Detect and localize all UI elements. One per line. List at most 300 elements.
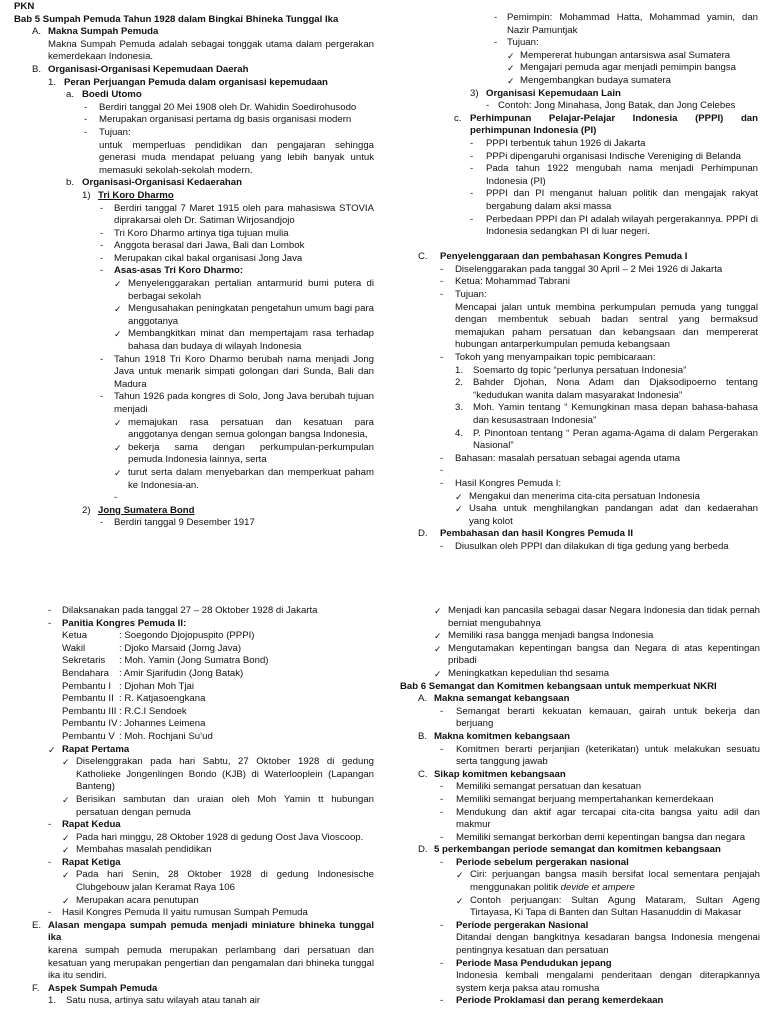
line-text: Membangkitkan minat dan mempertajam rasa terhadap bahasa dan budaya di wilayah Indonesia [128, 328, 374, 353]
text-line [14, 869, 374, 894]
list-marker: - [100, 517, 104, 529]
checkmark-icon: ✓ [114, 304, 122, 315]
line-text: Alasan mengapa sumpah pemuda menjadi miniature bhineka tunggal ika [48, 919, 374, 944]
line-text: Perhimpunan Pelajar-Pelajar Indonesia (PPPI) dan perhimpunan Indonesia (PI) [470, 112, 758, 137]
list-marker: - [440, 276, 444, 288]
list-marker: - [494, 37, 498, 49]
list-marker: - [440, 919, 444, 931]
text-line [418, 402, 758, 427]
line-text: Panitia Kongres Pemuda II: [62, 617, 187, 629]
text-line [400, 958, 760, 971]
line-text: Tahun 1926 pada kongres di Solo, Jong Java berubah tujuan menjadi [114, 391, 374, 415]
text-line [400, 668, 760, 681]
text-line [400, 895, 760, 920]
line-text: 5 perkembangan periode semangat dan komitmen kebangsaan [434, 844, 721, 856]
text-line [400, 781, 760, 794]
text-line [418, 50, 758, 63]
line-text: Aspek Sumpah Pemuda [48, 982, 158, 994]
line-text: Tahun 1918 Tri Koro Dharmo berubah nama menjadi Jong Java untuk menarik simpati golongan dari Sunda, Bali dan Madura [114, 353, 374, 390]
list-marker: - [440, 289, 444, 301]
line-text: Rapat Ketiga [62, 856, 121, 868]
list-marker: - [100, 202, 104, 214]
list-marker: - [440, 452, 444, 464]
role-cell: Ketua [62, 630, 88, 642]
list-marker: F. [32, 982, 40, 994]
line-text: PKN [14, 1, 35, 12]
text-line [418, 264, 758, 277]
text-line [14, 177, 374, 190]
text-line [14, 844, 374, 857]
text-line [14, 819, 374, 832]
list-marker: - [470, 213, 474, 225]
text-line [418, 478, 758, 491]
name-cell: : R.C.I Sendoek [119, 705, 187, 717]
text-line [400, 794, 760, 807]
line-text: Bahder Djohan, Nona Adam dan Djaksodipoerno tentang “kedudukan wanita dalam masyarakat Indonesia” [473, 377, 758, 401]
page-2-right-column [400, 512, 760, 1008]
text-line [14, 417, 374, 442]
checkmark-icon: ✓ [114, 279, 122, 290]
text-line [14, 391, 374, 416]
text-line [400, 995, 760, 1008]
line-text: Tujuan: [507, 37, 539, 49]
list-marker: E. [32, 919, 42, 931]
line-text: Mencapai jalan untuk membina perkumpulan pemuda yang tunggal dengan membentuk sebuah badan sentral yang bermaksud memajukan paham persatuan dan kebangsaan dan mempererat hubungan antarperkumpulan pemuda kebangsaan [455, 301, 758, 351]
text-line [418, 302, 758, 352]
list-marker: 1) [82, 189, 91, 201]
list-marker: - [48, 819, 52, 831]
line-text: Organisasi Kepemudaan Lain [486, 87, 621, 99]
line-text: Mengakui dan menerima cita-cita persatuan Indonesia [469, 490, 700, 502]
line-text: Periode Proklamasi dan perang kemerdekaan [456, 995, 664, 1007]
list-marker: - [48, 617, 52, 629]
line-text: Periode sebelum pergerakan nasional [456, 856, 629, 868]
list-marker: - [494, 12, 498, 23]
checkmark-icon: ✓ [507, 75, 515, 86]
checkmark-icon: ✓ [434, 643, 442, 654]
line-text: Diselenggarakan pada tanggal 30 April – 2 Mei 1926 di Jakarta [455, 263, 723, 275]
line-text: turut serta dalam menyebarkan dan memperkuat paham ke Indonesia-an. [128, 466, 374, 491]
text-line [14, 1, 374, 14]
line-text: Asas-asas Tri Koro Dharmo: [114, 265, 244, 277]
line-text: Bab 6 Semangat dan Komitmen kebangsaan untuk memperkuat NKRI [400, 680, 717, 692]
text-line [14, 127, 374, 140]
text-line [14, 983, 374, 996]
page-1-right-column [418, 0, 758, 554]
line-text: Perbedaan PPPI dan PI adalah wilayah pergerakannya. PPPI di Indonesia sedangkan PI di luar negeri. [486, 213, 759, 238]
checkmark-icon: ✓ [507, 63, 515, 74]
text-line [14, 240, 374, 253]
text-line [14, 920, 374, 945]
text-line [418, 62, 758, 75]
name-cell: : Moh. Rochjani Su’ud [119, 730, 213, 742]
list-marker: D. [418, 844, 428, 856]
line-text: Mengembangkan budaya sumatera [520, 74, 671, 86]
line-text: Menjadi kan pancasila sebagai dasar Negara Indonesia dan tidak pernah berniat mengubahnya [448, 605, 760, 629]
list-marker: - [84, 101, 88, 113]
line-text: Memiliki semangat berjuang mempertahankan kemerdekaan [456, 793, 714, 805]
text-line [418, 37, 758, 50]
line-text: Meningkatkan kepedulian thd sesama [448, 667, 610, 679]
text-line [400, 807, 760, 832]
role-cell: Pembantu V [62, 730, 115, 742]
list-marker: - [48, 605, 52, 616]
text-line [14, 278, 374, 303]
line-text: PPPI terbentuk tahun 1926 di Jakarta [486, 137, 646, 149]
text-line [400, 970, 760, 995]
list-marker: B. [32, 63, 42, 75]
list-marker: - [84, 126, 88, 138]
text-line [14, 605, 374, 618]
list-marker: a. [66, 89, 75, 101]
text-line [400, 744, 760, 769]
text-line [14, 907, 374, 920]
line-text: Makna Sumpah Pemuda [48, 26, 159, 38]
checkmark-icon: ✓ [62, 832, 70, 843]
list-marker: - [470, 163, 474, 175]
text-line [14, 945, 374, 983]
line-text: Mendukung dan aktif agar tercapai cita-cita bangsa yaitu adil dan makmur [456, 806, 760, 831]
line-text: Periode Masa Pendudukan jepang [456, 957, 612, 969]
text-line [14, 354, 374, 392]
text-line [418, 214, 758, 239]
text-line [14, 26, 374, 39]
text-line [14, 832, 374, 845]
line-text: Berdiri tanggal 7 Maret 1915 oleh para mahasiswa STOVIA diprakarsai oleh Dr. Satiman Wirjosandjojo [114, 202, 374, 227]
line-text: Ketua: Mohammad Tabrani [455, 276, 571, 288]
text-line [400, 605, 760, 630]
line-text: Memiliki semangat berkorban demi kepentingan bangsa dan negara [456, 831, 746, 843]
role-cell: Wakil [62, 642, 86, 654]
list-marker: - [100, 265, 104, 277]
list-marker: - [486, 100, 490, 112]
list-marker: 1. [455, 364, 464, 376]
list-marker: - [48, 907, 52, 919]
checkmark-icon: ✓ [456, 870, 464, 881]
text-line [400, 857, 760, 870]
list-marker: - [440, 831, 444, 843]
table-row [62, 630, 269, 643]
list-marker: - [440, 263, 444, 275]
text-line [418, 352, 758, 365]
checkmark-icon: ✓ [62, 757, 70, 768]
line-text: Mempererat hubungan antarsiswa asal Sumatera [520, 49, 731, 61]
checkmark-icon: ✓ [62, 845, 70, 856]
line-text: Bahasan: masalah persatuan sebagai agenda utama [455, 452, 681, 464]
line-text: Memiliki semangat persatuan dan kesatuan [456, 781, 642, 793]
text-line [418, 239, 758, 252]
line-text: Usaha untuk menghilangkan pandangan adat dan kedaerahan yang kolot [469, 503, 758, 527]
list-marker: - [440, 465, 444, 477]
text-line [400, 693, 760, 706]
text-line [14, 467, 374, 492]
line-text: PPPi dipengaruhi organisasi Indische Vereniging di Belanda [486, 150, 741, 162]
line-text: Dilaksanakan pada tanggal 27 – 28 Oktober 1928 di Jakarta [62, 605, 318, 616]
text-line [14, 265, 374, 278]
line-text: Hasil Kongres Pemuda I: [455, 477, 562, 489]
line-text: memajukan rasa persatuan dan kesatuan para anggotanya dengan semua golongan bangsa Indonesia, [128, 416, 374, 441]
list-marker: - [48, 856, 52, 868]
line-text: Penyelenggaraan dan pembahasan Kongres Pemuda I [440, 251, 688, 263]
checkmark-icon: ✓ [114, 442, 122, 453]
line-text: Sikap komitmen kebangsaan [434, 768, 566, 780]
list-marker: - [100, 252, 104, 264]
text-line [14, 77, 374, 90]
line-text: Diusulkan oleh PPPI dan dilakukan di tiga gedung yang berbeda [455, 540, 729, 552]
text-line [14, 895, 374, 908]
text-line [400, 869, 760, 894]
list-marker: - [440, 781, 444, 793]
line-text: Pada hari minggu, 28 Oktober 1928 di gedung Oost Java Vioscoop. [76, 831, 364, 843]
line-text: Makna semangat kebangsaan [434, 693, 570, 705]
list-marker: - [440, 540, 444, 552]
table-row [62, 655, 269, 668]
line-text: karena sumpah pemuda merupakan perlambang dari persatuan dan kesatuan yang merupakan pengertian dan pengamalan dari bhineka tunggal ika itu sendiri. [48, 945, 374, 982]
text-line [14, 794, 374, 819]
text-line [418, 151, 758, 164]
checkmark-icon: ✓ [62, 794, 70, 805]
table-row [62, 693, 269, 706]
checkmark-icon: ✓ [62, 895, 70, 906]
text-line [14, 203, 374, 228]
text-line [14, 756, 374, 794]
text-line [400, 630, 760, 643]
line-text: Contoh: Jong Minahasa, Jong Batak, dan Jong Celebes [498, 100, 736, 112]
text-line [400, 932, 760, 957]
text-line [14, 303, 374, 328]
line-text: Soemarto dg topic “perlunya persatuan Indonesia” [473, 364, 687, 376]
text-line [14, 64, 374, 77]
list-marker: - [440, 743, 444, 755]
line-text: Tri Koro Dharmo artinya tiga tujuan mulia [114, 227, 289, 239]
line-text: Ciri: perjuangan bangsa masih bersifat local sementara penjajah menggunakan politik devide et ampere [470, 869, 760, 894]
list-marker: B. [418, 730, 428, 742]
text-line [14, 618, 374, 631]
list-marker: b. [66, 177, 75, 189]
text-line [14, 328, 374, 353]
text-line [14, 228, 374, 241]
list-marker: - [470, 137, 474, 149]
line-text: Berdiri tanggal 9 Desember 1917 [114, 517, 255, 529]
name-cell: : Amir Sjarifudin (Jong Batak) [119, 667, 244, 679]
list-marker: - [100, 391, 104, 403]
line-text: Pemimpin: Mohammad Hatta, Mohammad yamin, dan Nazir Pamuntjak [507, 12, 758, 36]
line-text: Membahas masalah pendidikan [76, 844, 212, 856]
line-text: Mengutamakan kepentingan bangsa dan Negara di atas kepentingan pribadi [448, 642, 760, 667]
text-line [418, 113, 758, 138]
checkmark-icon: ✓ [434, 631, 442, 642]
line-text: Contoh perjuangan: Sultan Agung Mataram, Sultan Ageng Tirtayasa, Ki Tapa di Banten dan Sultan Hasanuddin di Makasar [470, 894, 760, 919]
line-text: Tri Koro Dharmo [98, 189, 174, 201]
name-cell: : Johannes Leimena [119, 718, 206, 730]
line-text: Peran Perjuangan Pemuda dalam organisasi kepemudaan [64, 76, 328, 88]
text-line [14, 39, 374, 64]
line-text: Tujuan: [455, 289, 487, 301]
list-marker: A. [32, 26, 42, 38]
line-text: Ditandai dengan bangkitnya kesadaran bangsa Indonesia mengenai pentingnya kesatuan dan persatuan [456, 932, 760, 957]
text-line [418, 251, 758, 264]
line-text: Moh. Yamin tentang “ Kemungkinan masa depan bahasa-bahasa dan kesusastraan Indonesia” [473, 402, 758, 426]
line-text: Rapat Kedua [62, 819, 121, 831]
line-text: Makna komitmen kebangsaan [434, 730, 570, 742]
line-text: Berdiri tanggal 20 Mei 1908 oleh Dr. Wahidin Soedirohusodo [99, 101, 357, 113]
checkmark-icon: ✓ [114, 417, 122, 428]
line-text: bekerja sama dengan perkumpulan-perkumpulan pemuda Indonesia lainnya, serta [128, 441, 374, 466]
line-text: Hasil Kongres Pemuda II yaitu rumusan Sumpah Pemuda [62, 907, 308, 919]
role-cell: Pembantu III [62, 705, 117, 717]
page-2 [0, 512, 768, 1024]
line-text: Diselenggrakan pada hari Sabtu, 27 Oktober 1928 di gedung Katholieke Jongenlingen Bondo (KJB) di Waterlooplein (Lapangan Banteng) [76, 756, 374, 793]
role-cell: Pembantu II [62, 693, 114, 705]
text-line [14, 140, 374, 178]
text-line [418, 453, 758, 466]
checkmark-icon: ✓ [434, 668, 442, 679]
list-marker: - [440, 352, 444, 364]
text-line [14, 89, 374, 102]
list-marker: - [440, 806, 444, 818]
line-text: Pada tahun 1922 mengubah nama menjadi Perhimpunan Indonesia (PI) [486, 163, 758, 187]
text-line [418, 276, 758, 289]
role-cell: Pembantu I [62, 680, 112, 692]
checkmark-icon: ✓ [48, 744, 56, 755]
line-text: Pembahasan dan hasil Kongres Pemuda II [440, 528, 633, 540]
text-line [400, 706, 760, 731]
line-text: Periode pergerakan Nasional [456, 919, 589, 931]
table-row [62, 681, 269, 694]
line-text: Rapat Pertama [62, 743, 130, 755]
checkmark-icon: ✓ [456, 895, 464, 906]
text-line [400, 681, 760, 694]
text-line [14, 114, 374, 127]
list-marker: 2. [455, 377, 464, 389]
line-text: Pada hari Senin, 28 Oktober 1928 di gedung Indonesische Clubgebouw jalan Keramat Raya 106 [76, 869, 374, 894]
list-marker: D. [418, 528, 428, 540]
page-2-left-column [14, 512, 374, 1008]
list-marker: 3. [455, 402, 464, 414]
text-line [418, 88, 758, 101]
checkmark-icon: ✓ [62, 870, 70, 881]
list-marker: - [470, 188, 474, 200]
page-1-left-column [14, 0, 374, 530]
checkmark-icon: ✓ [434, 606, 442, 616]
list-marker: - [440, 705, 444, 717]
table-row [62, 706, 269, 719]
text-line [418, 465, 758, 478]
line-text: Bab 5 Sumpah Pemuda Tahun 1928 dalam Bingkai Bhineka Tunggal Ika [14, 13, 339, 25]
list-marker: - [470, 150, 474, 162]
list-marker: - [440, 995, 444, 1007]
role-cell: Pembantu IV [62, 718, 118, 730]
line-text: Tokoh yang menyampaikan topic pembicaraan: [455, 352, 656, 364]
line-text: Merupakan acara penutupan [76, 894, 199, 906]
text-line [418, 428, 758, 453]
text-line [418, 12, 758, 37]
line-text: P. Pinontoan tentang “ Peran agama-Agama di dalam Pergerakan Nasional” [473, 427, 758, 452]
line-text: Anggota berasal dari Jawa, Bali dan Lombok [114, 240, 305, 252]
text-line [400, 920, 760, 933]
line-text: Berisikan sambutan dan uraian oleh Moh Yamin tt hubungan persatuan dengan pemuda [76, 793, 374, 818]
text-line [418, 100, 758, 113]
committee-table [62, 630, 269, 743]
text-line [400, 844, 760, 857]
checkmark-icon: ✓ [114, 329, 122, 340]
line-text: Jong Sumatera Bond [98, 504, 195, 516]
congress-info [14, 605, 374, 630]
text-line [418, 491, 758, 504]
line-text: Merupakan cikal bakal organisasi Jong Java [114, 252, 303, 264]
line-text: Tujuan: [99, 126, 131, 138]
text-line [14, 995, 374, 1008]
list-marker: C. [418, 251, 428, 263]
list-marker: - [100, 353, 104, 365]
list-marker: 1. [48, 76, 57, 88]
list-marker: - [440, 793, 444, 805]
list-marker: 1. [48, 995, 57, 1007]
text-line [418, 377, 758, 402]
text-line [14, 102, 374, 115]
text-line [400, 643, 760, 668]
line-text: PPPI dan PI menganut haluan politik dan mengajak rakyat bergabung dalam aksi massa [486, 188, 758, 212]
name-cell: : Soegondo Djojopuspito (PPPI) [119, 630, 255, 642]
list-marker: - [84, 114, 88, 126]
text-line [14, 253, 374, 266]
list-marker: - [114, 492, 118, 504]
table-row [62, 668, 269, 681]
text-line [14, 492, 374, 505]
line-text: Mengusahakan peningkatan pengetahun umum bagi para anggotanya [128, 303, 374, 327]
text-line [418, 163, 758, 188]
text-line [418, 289, 758, 302]
line-text: Komitmen berarti perjanjian (keterikatan) untuk melakukan sesuatu serta tanggung jawab [456, 743, 760, 768]
line-text: Menyelenggarakan pertalian antarmurid bumi putera di berbagai sekolah [128, 278, 374, 302]
checkmark-icon: ✓ [507, 50, 515, 61]
line-text: Satu nusa, artinya satu wilayah atau tanah air [66, 995, 261, 1007]
line-text: Semangat berarti kekuatan kemauan, gairah untuk bekerja dan berjuang [456, 705, 760, 730]
line-text: Merupakan organisasi pertama dg basis organisasi modern [99, 114, 352, 126]
table-row [62, 718, 269, 731]
line-text: Boedi Utomo [82, 89, 142, 101]
list-marker: - [100, 240, 104, 252]
name-cell: : Moh. Yamin (Jong Sumatra Bond) [119, 655, 269, 667]
line-text: Makna Sumpah Pemuda adalah sebagai tonggak utama dalam pergerakan kemerdekaan Indonesia. [48, 38, 374, 63]
checkmark-icon: ✓ [455, 504, 463, 515]
name-cell: : R. Katjasoengkana [119, 693, 206, 705]
list-marker: 3) [470, 87, 479, 99]
text-line [400, 731, 760, 744]
line-text: untuk memperluas pendidikan dan pengajaran sehingga generasi muda mendapat peluang yang lebih banyak untuk memasuki sekolah-sekolah modern. [99, 139, 374, 176]
list-marker: 4. [455, 427, 464, 439]
list-marker: A. [418, 693, 428, 705]
text-line [418, 75, 758, 88]
role-cell: Sekretaris [62, 655, 106, 667]
list-marker: c. [454, 112, 462, 124]
line-text: Indonesia kembali mengalami penderitaan dengan diterapkannya system kerja paksa atau romusha [456, 970, 760, 994]
meetings-list [14, 744, 374, 1008]
text-line [418, 365, 758, 378]
line-text: Organisasi-Organisasi Kepemudaan Daerah [48, 63, 249, 75]
text-line [14, 442, 374, 467]
checkmark-icon: ✓ [455, 491, 463, 502]
text-line [14, 190, 374, 203]
role-cell: Bendahara [62, 667, 109, 679]
text-line [418, 138, 758, 151]
checkmark-icon: ✓ [114, 467, 122, 478]
line-text: Memiliki rasa bangga menjadi bangsa Indonesia [448, 630, 654, 642]
text-line [400, 832, 760, 845]
list-marker: 2) [82, 504, 91, 516]
name-cell: : Djohan Moh Tjai [119, 680, 195, 692]
list-marker: C. [418, 768, 428, 780]
